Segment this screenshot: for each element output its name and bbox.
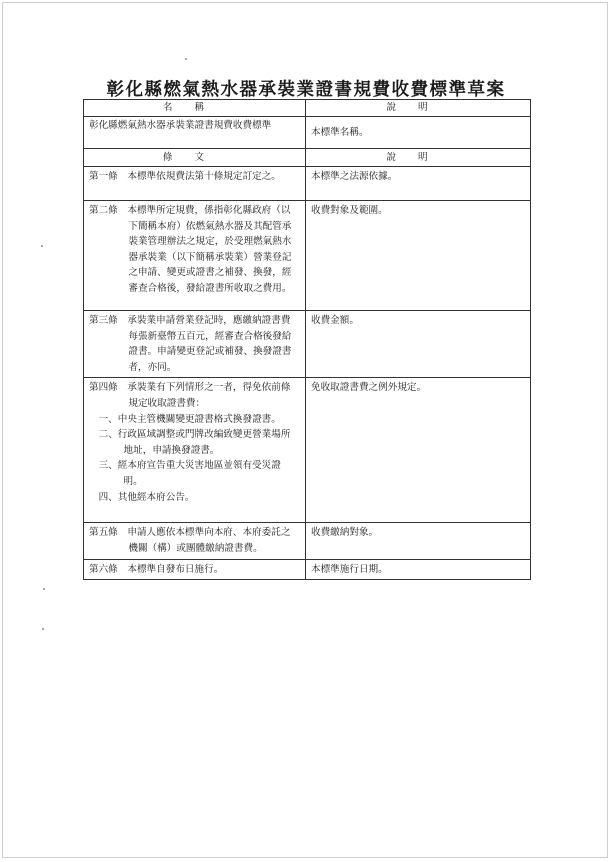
article-desc: 本標準施行日期。 [306, 559, 531, 580]
article-number: 第二條 [89, 205, 118, 216]
article-number: 第四條 [89, 382, 118, 394]
article-number: 第三條 [89, 315, 118, 326]
article-row [84, 201, 531, 311]
exemption-item: 三、經本府宣告重大災害地區並領有受災證明。 [98, 460, 281, 487]
article-3 [84, 311, 306, 378]
article-1 [84, 167, 306, 201]
article-row [84, 167, 531, 201]
name-column-header: 名稱 [84, 100, 306, 117]
article-desc: 收費對象及範圍。 [306, 201, 531, 311]
document-title: 彰化縣燃氣熱水器承裝業證書規費收費標準草案 [106, 80, 506, 100]
article-row [84, 311, 531, 378]
name-row [84, 117, 531, 149]
article-column-header: 條文 [84, 149, 306, 167]
article-row [84, 378, 531, 523]
article-desc: 免收取證書費之例外規定。 [306, 378, 531, 523]
article-text: 承裝業申請營業登記時，應繳納證書費每張新臺幣五百元，經審查合格後發給證書。申請變更登記或補發、換發證書者，亦同。 [127, 315, 292, 373]
article-row [84, 559, 531, 580]
article-number: 第一條 [89, 171, 118, 182]
scan-speck [185, 58, 187, 60]
scan-speck [42, 628, 44, 630]
article-text: 承裝業有下列情形之一者，得免依前條規定收取證書費： [127, 382, 291, 409]
article-number: 第五條 [89, 527, 118, 539]
article-desc: 收費金額。 [306, 311, 531, 378]
article-4 [84, 378, 306, 523]
scan-speck [41, 245, 43, 247]
standard-table [83, 99, 531, 580]
article-desc: 收費繳納對象。 [306, 523, 531, 559]
articles-header-row [84, 149, 531, 167]
exemption-item: 二、行政區域調整或門牌改編致變更營業場所地址，申請換發證書。 [98, 429, 291, 456]
article-number: 第六條 [89, 563, 118, 575]
article-row [84, 523, 531, 559]
article-2 [84, 201, 306, 311]
article-5 [84, 523, 306, 559]
article-text: 申請人應依本標準向本府、本府委託之機關（構）或團體繳納證書費。 [127, 527, 291, 554]
scan-speck [43, 588, 45, 590]
article-6 [84, 559, 306, 580]
article-desc-column-header: 說明 [306, 149, 531, 167]
standard-name-desc: 本標準名稱。 [306, 117, 531, 149]
standard-name: 彰化縣燃氣熱水器承裝業證書規費收費標準 [84, 117, 306, 149]
article-text: 本標準依規費法第十條規定訂定之。 [127, 171, 281, 182]
article-desc: 本標準之法源依據。 [306, 167, 531, 201]
desc-column-header: 說明 [306, 100, 531, 117]
exemption-item: 四、其他經本府公告。 [98, 491, 195, 503]
table-header-row [84, 100, 531, 117]
article-text: 本標準所定規費，係指彰化縣政府（以下簡稱本府）依燃氣熱水器及其配管承裝業管理辦法之規定，於受理燃氣熱水器承裝業（以下簡稱承裝業）營業登記之申請、變更或證書之補發、換發，經審查合格後，發給證書所收取之費用。 [127, 205, 292, 294]
exemption-item: 一、中央主管機關變更證書格式換發證書。 [98, 413, 281, 425]
article-text: 本標準自發布日施行。 [127, 563, 224, 575]
